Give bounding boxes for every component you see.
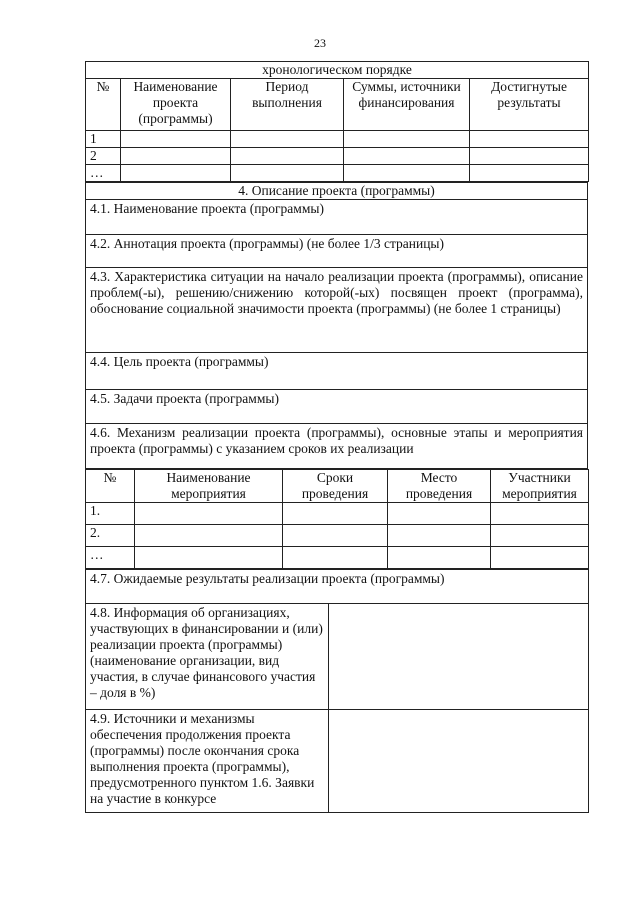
- col-header-dates: Сроки проведения: [283, 470, 388, 503]
- row-number: 1: [86, 131, 121, 148]
- empty-cell[interactable]: [470, 165, 589, 182]
- empty-cell[interactable]: [491, 547, 589, 569]
- section-4-1-name[interactable]: 4.1. Наименование проекта (программы): [86, 200, 588, 235]
- empty-cell[interactable]: [121, 165, 231, 182]
- row-number: 1.: [86, 503, 135, 525]
- section-4-8-label: 4.8. Информация об организациях, участвующих в финансировании и (или) реализации проекта (программы) (наименование организации, вид участия, в случае финансового участия – доля в %): [86, 604, 329, 710]
- col-header-place: Место проведения: [388, 470, 491, 503]
- empty-cell[interactable]: [135, 503, 283, 525]
- section-4-5-tasks[interactable]: 4.5. Задачи проекта (программы): [86, 390, 588, 424]
- table-header-row: [86, 79, 589, 131]
- empty-cell[interactable]: [470, 148, 589, 165]
- table-header-row: [86, 470, 589, 503]
- table-row: [86, 131, 589, 148]
- empty-cell[interactable]: [231, 165, 344, 182]
- empty-cell[interactable]: [388, 547, 491, 569]
- row-number: 2.: [86, 525, 135, 547]
- empty-cell[interactable]: [283, 547, 388, 569]
- section-4-6-mechanism: 4.6. Механизм реализации проекта (программы), основные этапы и мероприятия проекта (программы) с указанием сроков их реализации: [86, 424, 588, 469]
- col-header-event-name: Наименование мероприятия: [135, 470, 283, 503]
- table-row: [86, 503, 589, 525]
- empty-cell[interactable]: [388, 525, 491, 547]
- section-4-9-label: 4.9. Источники и механизмы обеспечения продолжения проекта (программы) после окончания срока выполнения проекта (программы), предусмотренного пунктом 1.6. Заявки на участие в конкурсе: [86, 710, 329, 813]
- empty-cell[interactable]: [344, 131, 470, 148]
- empty-cell[interactable]: [344, 165, 470, 182]
- empty-cell[interactable]: [388, 503, 491, 525]
- section-4-8-value[interactable]: [329, 604, 589, 710]
- section-4-7-results[interactable]: 4.7. Ожидаемые результаты реализации проекта (программы): [86, 570, 589, 604]
- section-4-3-situation[interactable]: 4.3. Характеристика ситуации на начало реализации проекта (программы), описание проблем(-ы), решению/снижению которой(-ых) посвящен проект (программа), обоснование социальной значимости проекта (программы) (не более 1 страницы): [86, 268, 588, 353]
- empty-cell[interactable]: [470, 131, 589, 148]
- section-4-9-value[interactable]: [329, 710, 589, 813]
- project-description-table-cont: [85, 569, 589, 813]
- row-number: …: [86, 547, 135, 569]
- section-4-title: 4. Описание проекта (программы): [86, 183, 588, 200]
- table-row: [86, 547, 589, 569]
- row-number: 2: [86, 148, 121, 165]
- empty-cell[interactable]: [344, 148, 470, 165]
- events-table: [85, 469, 589, 569]
- col-header-period: Период выполнения: [231, 79, 344, 131]
- empty-cell[interactable]: [135, 547, 283, 569]
- table-row: [86, 148, 589, 165]
- col-header-project-name: Наименование проекта (программы): [121, 79, 231, 131]
- application-form: [85, 61, 588, 813]
- row-number: …: [86, 165, 121, 182]
- col-header-number: №: [86, 79, 121, 131]
- empty-cell[interactable]: [491, 525, 589, 547]
- empty-cell[interactable]: [121, 148, 231, 165]
- empty-cell[interactable]: [231, 131, 344, 148]
- previous-projects-table: [85, 61, 589, 182]
- continuation-header: хронологическом порядке: [86, 62, 589, 79]
- project-description-table: [85, 182, 588, 469]
- empty-cell[interactable]: [491, 503, 589, 525]
- col-header-number: №: [86, 470, 135, 503]
- empty-cell[interactable]: [283, 525, 388, 547]
- col-header-funding: Суммы, источники финансирования: [344, 79, 470, 131]
- section-4-4-goal[interactable]: 4.4. Цель проекта (программы): [86, 353, 588, 390]
- empty-cell[interactable]: [283, 503, 388, 525]
- page-number: 23: [314, 36, 326, 50]
- table-row: [86, 525, 589, 547]
- empty-cell[interactable]: [135, 525, 283, 547]
- empty-cell[interactable]: [121, 131, 231, 148]
- section-4-2-annotation[interactable]: 4.2. Аннотация проекта (программы) (не более 1/3 страницы): [86, 235, 588, 268]
- empty-cell[interactable]: [231, 148, 344, 165]
- col-header-participants: Участники мероприятия: [491, 470, 589, 503]
- table-row: [86, 165, 589, 182]
- col-header-results: Достигнутые результаты: [470, 79, 589, 131]
